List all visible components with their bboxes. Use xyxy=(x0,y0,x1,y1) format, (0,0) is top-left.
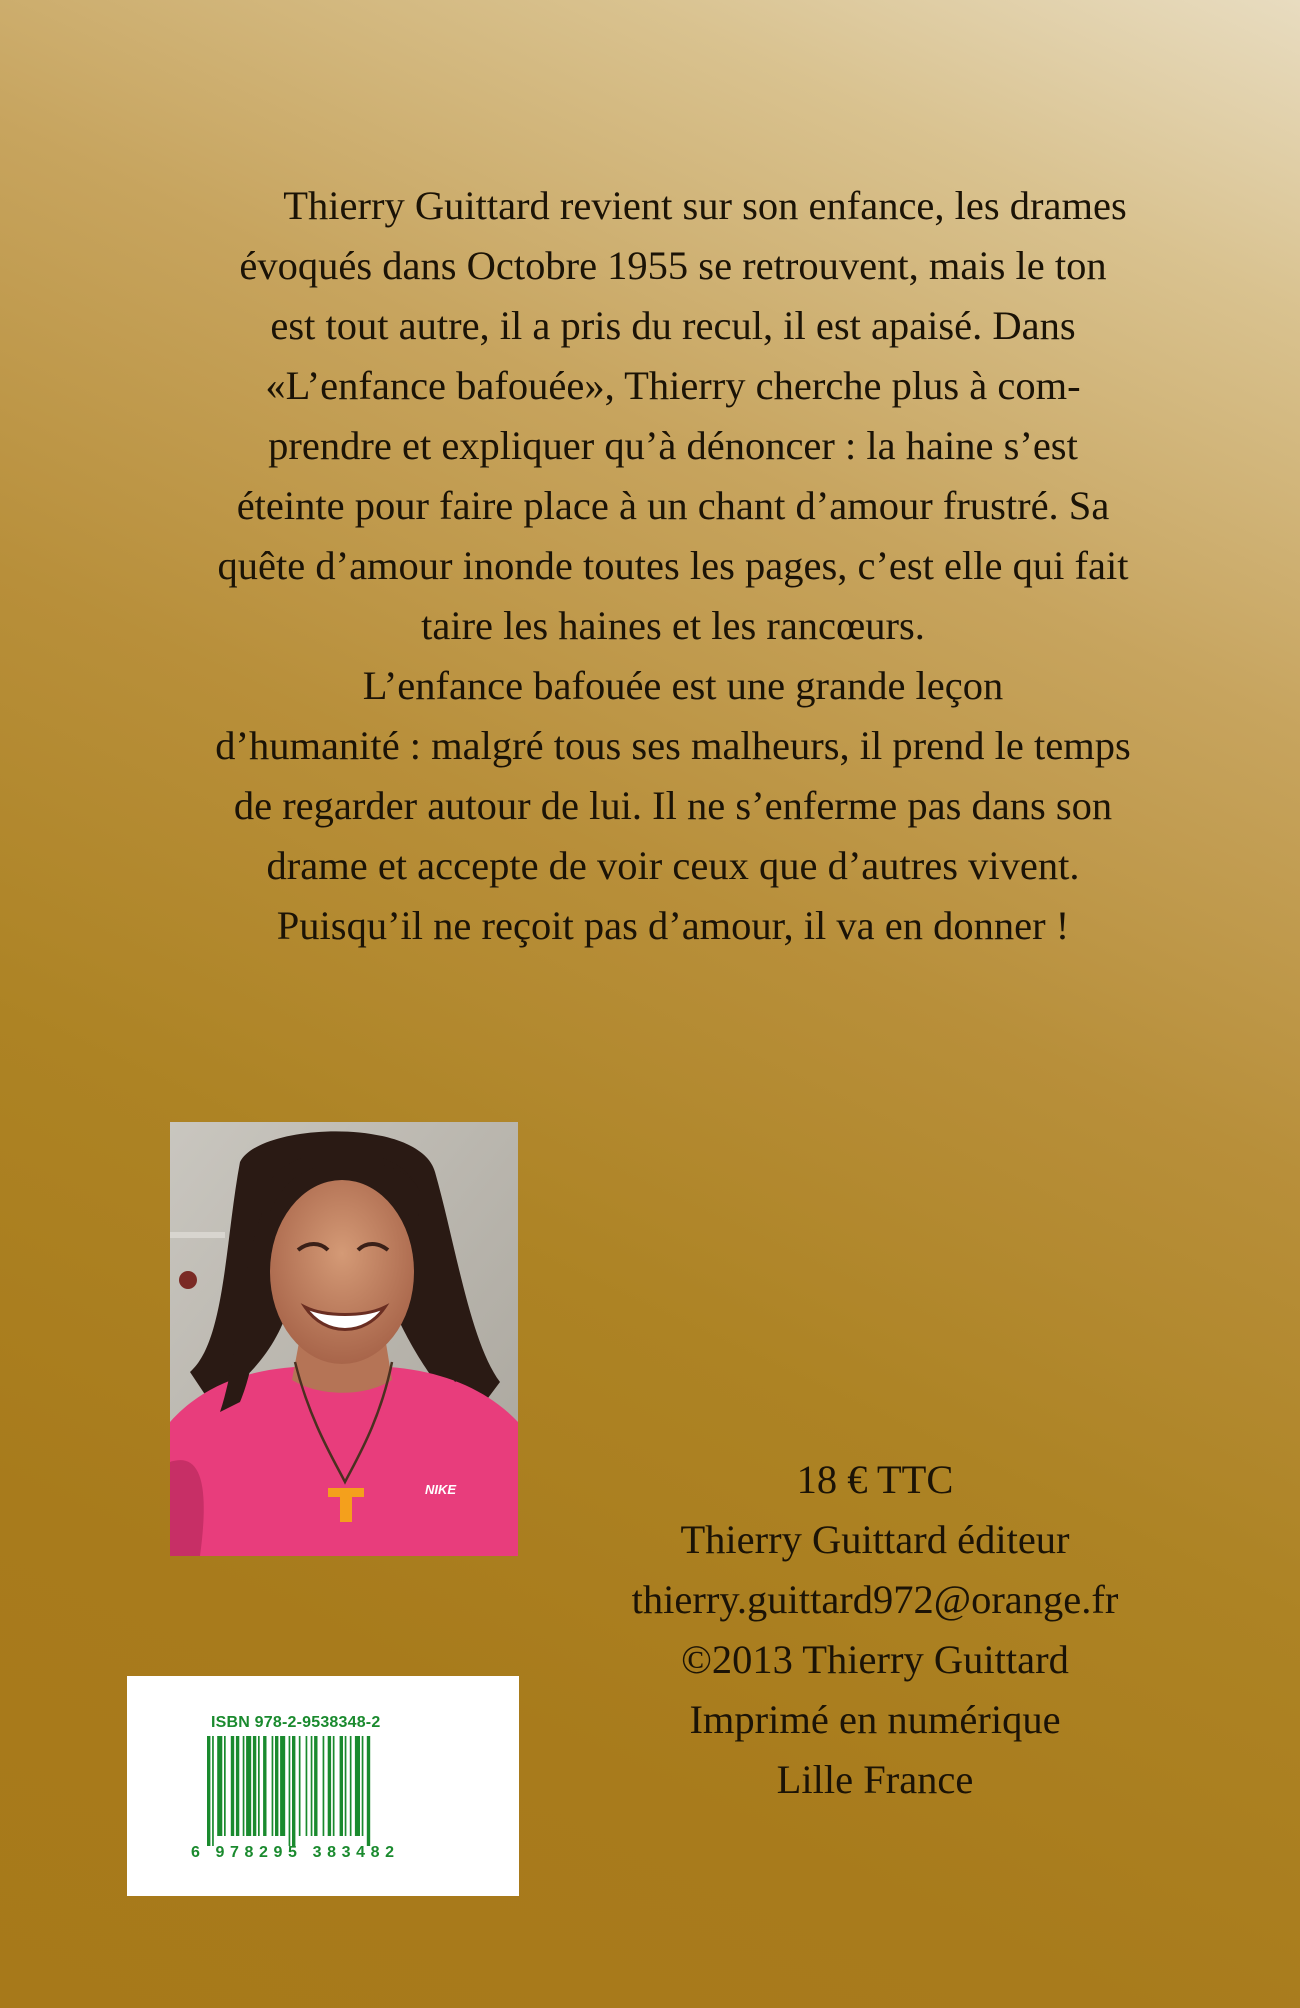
barcode-bar xyxy=(299,1736,301,1836)
barcode-bar xyxy=(253,1736,256,1836)
barcode-bar xyxy=(323,1736,325,1836)
barcode-bar xyxy=(367,1736,370,1846)
barcode-bar xyxy=(207,1736,210,1846)
barcode-bar xyxy=(340,1736,343,1836)
author-portrait-illustration xyxy=(170,1122,518,1556)
barcode-panel xyxy=(127,1676,519,1896)
publisher-email: thierry.guittard972@orange.fr xyxy=(631,1577,1119,1622)
blurb-line: d’humanité : malgré tous ses malheurs, il prend le temps xyxy=(215,723,1131,768)
pendant-letter: T xyxy=(344,1516,348,1522)
barcode-bar xyxy=(362,1736,364,1836)
barcode-bar xyxy=(212,1736,214,1846)
shirt-logo: NIKE xyxy=(425,1482,457,1497)
blurb-line: quête d’amour inonde toutes les pages, c’est elle qui fait xyxy=(217,543,1129,588)
blurb-line: Thierry Guittard revient sur son enfance, les drames xyxy=(283,183,1127,228)
printing-location: Lille France xyxy=(776,1757,974,1802)
barcode-bar xyxy=(350,1736,352,1836)
barcode-bar xyxy=(224,1736,226,1836)
price: 18 € TTC xyxy=(796,1457,954,1502)
blurb-paragraph-2 xyxy=(128,656,1218,956)
barcode-bar xyxy=(306,1736,308,1836)
barcode xyxy=(127,1676,519,1896)
barcode-bar xyxy=(345,1736,347,1836)
barcode-bar xyxy=(311,1736,313,1836)
barcode-bar xyxy=(243,1736,245,1836)
blurb-line: est tout autre, il a pris du recul, il est apaisé. Dans xyxy=(270,303,1076,348)
blurb-line: Puisqu’il ne reçoit pas d’amour, il va en donner ! xyxy=(276,903,1070,948)
barcode-bar xyxy=(236,1736,239,1836)
blurb-line: taire les haines et les rancœurs. xyxy=(421,603,925,648)
blurb-line: de regarder autour de lui. Il ne s’enferme pas dans son xyxy=(233,783,1113,828)
barcode-bar xyxy=(246,1736,251,1836)
blurb-line: L’enfance bafouée est une grande leçon xyxy=(362,663,1004,708)
author-photo xyxy=(170,1122,518,1556)
barcode-bar xyxy=(258,1736,260,1836)
barcode-bar xyxy=(314,1736,317,1836)
copyright: ©2013 Thierry Guittard xyxy=(681,1637,1069,1682)
barcode-bar xyxy=(333,1736,335,1836)
barcode-bar xyxy=(292,1736,295,1846)
blurb-line: «L’enfance bafouée», Thierry cherche plus à com- xyxy=(265,363,1081,408)
printing-info: Imprimé en numérique xyxy=(689,1697,1061,1742)
barcode-digits: 6 978295 383482 xyxy=(191,1844,400,1861)
blurb-line: éteinte pour faire place à un chant d’amour frustré. Sa xyxy=(236,483,1110,528)
blurb-line: prendre et expliquer qu’à dénoncer : la haine s’est xyxy=(268,423,1078,468)
barcode-bar xyxy=(328,1736,331,1836)
blurb-line: évoqués dans Octobre 1955 se retrouvent, mais le ton xyxy=(239,243,1107,288)
barcode-bar xyxy=(231,1736,234,1836)
publisher: Thierry Guittard éditeur xyxy=(680,1517,1070,1562)
blurb-paragraph-1 xyxy=(128,176,1218,656)
colophon xyxy=(560,1450,1190,1810)
barcode-bar xyxy=(217,1736,222,1836)
blurb-line: drame et accepte de voir ceux que d’autres vivent. xyxy=(266,843,1080,888)
blurb-text xyxy=(128,176,1218,956)
barcode-bar xyxy=(280,1736,285,1836)
barcode-bar xyxy=(263,1736,266,1836)
barcode-bar xyxy=(355,1736,360,1836)
barcode-bar xyxy=(272,1736,274,1836)
barcode-bar xyxy=(275,1736,278,1836)
isbn-label: ISBN 978-2-9538348-2 xyxy=(211,1714,381,1731)
barcode-bar xyxy=(289,1736,291,1846)
